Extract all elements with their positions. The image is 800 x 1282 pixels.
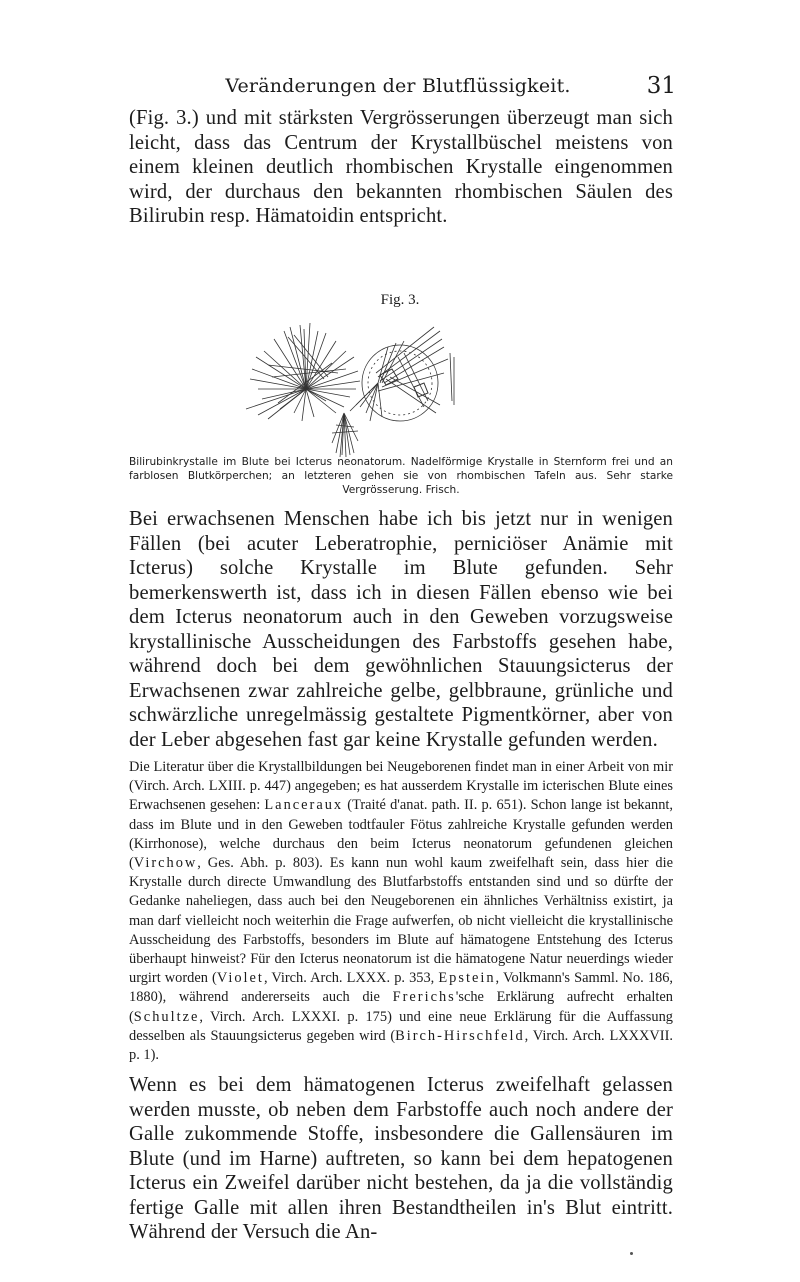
literature-note-text-8: , Virch. Arch. LXXXVII. p. 1). bbox=[129, 1027, 673, 1064]
paragraph-1: (Fig. 3.) und mit stärksten Vergrösserungen überzeugt man sich leicht, dass das Centrum der Krystallbüschel meistens von einem kleinen deutlich rhombischen Krystalle eingenommen wird, der durchaus den bekannten rhombischen Säulen des Bilirubin resp. Hämatoidin entspricht. bbox=[129, 107, 673, 227]
literature-note bbox=[129, 758, 673, 1065]
bilirubin-crystal-illustration bbox=[228, 317, 458, 457]
figure-caption: Bilirubinkrystalle im Blute bei Icterus neonatorum. Nadelförmige Krystalle in Sternform frei und an farblosen Blutkörperchen; an letzteren gehen sie von rhombischen Tafeln aus. Sehr starke Vergrösserung. Frisch. bbox=[129, 456, 673, 496]
author-violet: Violet bbox=[216, 970, 264, 987]
crystal-small-lower bbox=[332, 413, 358, 457]
page-number: 31 bbox=[646, 73, 676, 99]
print-speck bbox=[630, 1252, 633, 1255]
paragraph-2: Bei erwachsenen Menschen habe ich bis jetzt nur in wenigen Fällen (bei acuter Leberatrophie, perniciöser Anämie mit Icterus) solche Krystalle im Blute gefunden. Sehr bemerkenswerth ist, dass ich in diesen Fällen ebenso wie bei dem Icterus neonatorum auch in den Geweben vorzugsweise krystallinische Ausscheidungen des Farbstoffs gesehen habe, während doch bei dem gewöhnlichen Stauungsicterus der Erwachsenen zwar zahlreiche gelbe, gelbbraune, grünliche und schwärzliche unregelmässig gestaltete Pigmentkörner, aber von der Leber abgesehen fast gar keine Krystalle gefunden werden. bbox=[129, 508, 673, 751]
literature-note-text-7: , Virch. Arch. LXXXI. p. 175) und eine neue Erklärung für die Auffassung desselben als Stauungsicterus gegeben wird ( bbox=[129, 1008, 673, 1044]
literature-note-text-2: (Traité d'anat. path. II. p. 651). Schon lange ist bekannt, dass im Blute und in den Geweben todtfauler Fötus zahlreiche Krystalle gefunden werden (Kirrhonose), welche durchaus den beim Icterus neonatorum gefundenen gleichen ( bbox=[129, 797, 673, 872]
author-virchow: Virchow bbox=[133, 855, 198, 872]
paragraph-3: Wenn es bei dem hämatogenen Icterus zweifelhaft gelassen werden musste, ob neben dem Farbstoffe auch noch andere der Galle zukommende Stoffe, insbesondere die Gallensäuren im Blute (und im Harne) auftreten, so kann bei dem hepatogenen Icterus ein Zweifel darüber nicht bestehen, da ja die vollständig fertige Galle mit allen ihren Bestandtheilen in's Blut eintritt. Während der Versuch die An- bbox=[129, 1074, 673, 1243]
author-schultze: Schultze bbox=[133, 1008, 200, 1025]
literature-note-text-1: Die Literatur über die Krystallbildungen bei Neugeborenen findet man in einer Arbeit von mir (Virch. Arch. LXIII. p. 447) angegeben; es hat ausserdem Krystalle im icterischen Blute eines Erwachsenen gesehen: bbox=[129, 759, 673, 814]
literature-note-text-4: , Virch. Arch. LXXX. p. 353, bbox=[263, 970, 439, 987]
literature-note-text-3: , Ges. Abh. p. 803). Es kann nun wohl kaum zweifelhaft sein, dass hier die Krystalle durch directe Umwandlung des Blutfarbstoffs entstanden sind und so dürfte der Gedanke naheliegen, dass auch bei den Neugeborenen ein ähnliches Verhältniss existirt, ja man darf vielleicht noch weiterhin die Frage aufwerfen, ob nicht vielleicht die krystallinische Ausscheidung des Farbstoffs, besonders im Blute auf hämatogene Entstehung des Icterus überhaupt hinweist? Für den Icterus neonatorum ist die hämatogene Natur neuerdings wieder urgirt worden ( bbox=[129, 855, 673, 987]
crystal-corpuscle-right bbox=[350, 327, 454, 421]
author-frerichs: Frerichs bbox=[392, 989, 456, 1006]
running-title: Veränderungen der Blutflüssigkeit. bbox=[225, 75, 571, 97]
author-lancereaux: Lanceraux bbox=[264, 797, 344, 814]
author-epstein: Epstein bbox=[438, 970, 496, 987]
figure-label: Fig. 3. bbox=[380, 292, 420, 308]
page-header bbox=[128, 73, 676, 103]
author-birch-hirschfeld: Birch-Hirschfeld bbox=[395, 1027, 525, 1044]
crystal-star-left bbox=[246, 323, 360, 421]
literature-note-text-6: 'sche Erklärung aufrecht erhalten ( bbox=[129, 989, 673, 1025]
literature-note-text-5: , Volkmann's Samml. No. 186, 1880), während andererseits auch die bbox=[129, 970, 674, 1006]
